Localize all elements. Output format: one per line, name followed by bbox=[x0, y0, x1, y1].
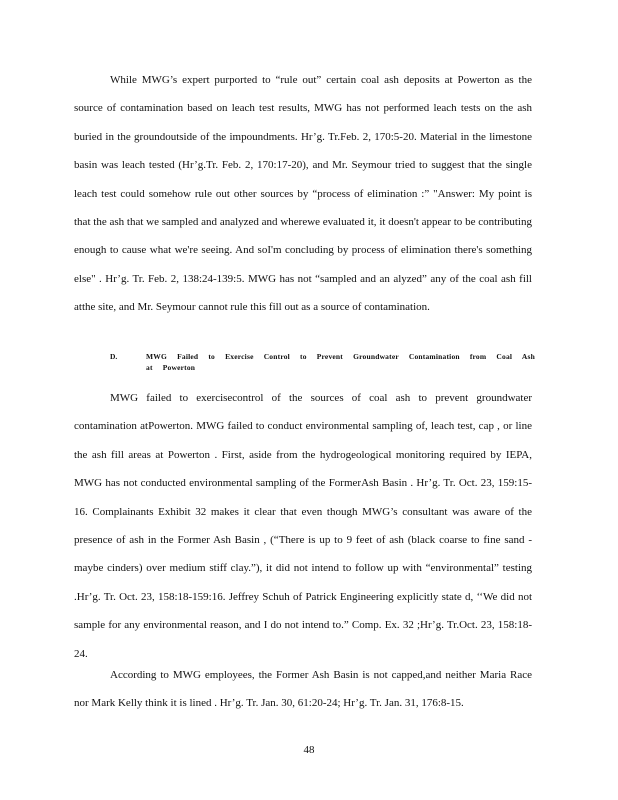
paragraph-failed-control: MWG failed to exercisecontrol of the sources of coal ash to prevent groundwater contamination atPowerton. MWG failed to conduct environmental sampling of, leach test, cap , or line the ash fill areas at Powerton . First, aside from the hydrogeological monitoring required by IEPA, MWG has not conducted environmental sampling of the FormerAsh Basin . Hr’g. Tr. Oct. 23, 159:15-16. Complainants Exhibit 32 makes it clear that even though MWG’s consultant was aware of the presence of ash in the Former Ash Basin , (“There is up to 9 feet of ash (black coarse to fine sand - maybe cinders) over medium stiff clay.”), it did not intend to follow up with “environmental” testing .Hr’g. Tr. Oct. 23, 158:18-159:16. Jeffrey Schuh of Patrick Engineering explicitly state d, ‘‘We did not sample for any environmental reason, and I do not intend to.” Comp. Ex. 32 ;Hr’g. Tr.Oct. 23, 158:18-24. bbox=[74, 392, 532, 660]
section-heading-letter: D. bbox=[110, 352, 118, 361]
paragraph-ash-deposits: While MWG’s expert purported to “rule out” certain coal ash deposits at Powerton as the source of contamination based on leach test results, MWG has not performed leach tests on the ash buried in the groundoutside of the impoundments. Hr’g. Tr.Feb. 2, 170:5-20. Material in the limestone basin was leach tested (Hr’g.Tr. Feb. 2, 170:17-20), and Mr. Seymour tried to suggest that the single leach test could somehow rule out other sources by “process of elimination :” "Answer: My point is that the ash that we sampled and analyzed and wherewe evaluated it, it doesn't appear to be contributing enough to cause what we're seeing. And soI'm concluding by process of elimination there's something else" . Hr’g. Tr. Feb. 2, 138:24-139:5. MWG has not “sampled and an alyzed” any of the coal ash fill atthe site, and Mr. Seymour cannot rule this fill out as a source of contamination. bbox=[74, 74, 532, 314]
section-heading bbox=[110, 351, 540, 373]
section-heading-text: MWG Failed to Exercise Control to Prevent Groundwater Contamination from Coal Ash at Powerton bbox=[146, 352, 535, 372]
page-number: 48 bbox=[303, 744, 315, 756]
paragraph-former-ash-basin: According to MWG employees, the Former Ash Basin is not capped,and neither Maria Race nor Mark Kelly think it is lined . Hr’g. Tr. Jan. 30, 61:20-24; Hr’g. Tr. Jan. 31, 176:8-15. bbox=[74, 669, 532, 710]
